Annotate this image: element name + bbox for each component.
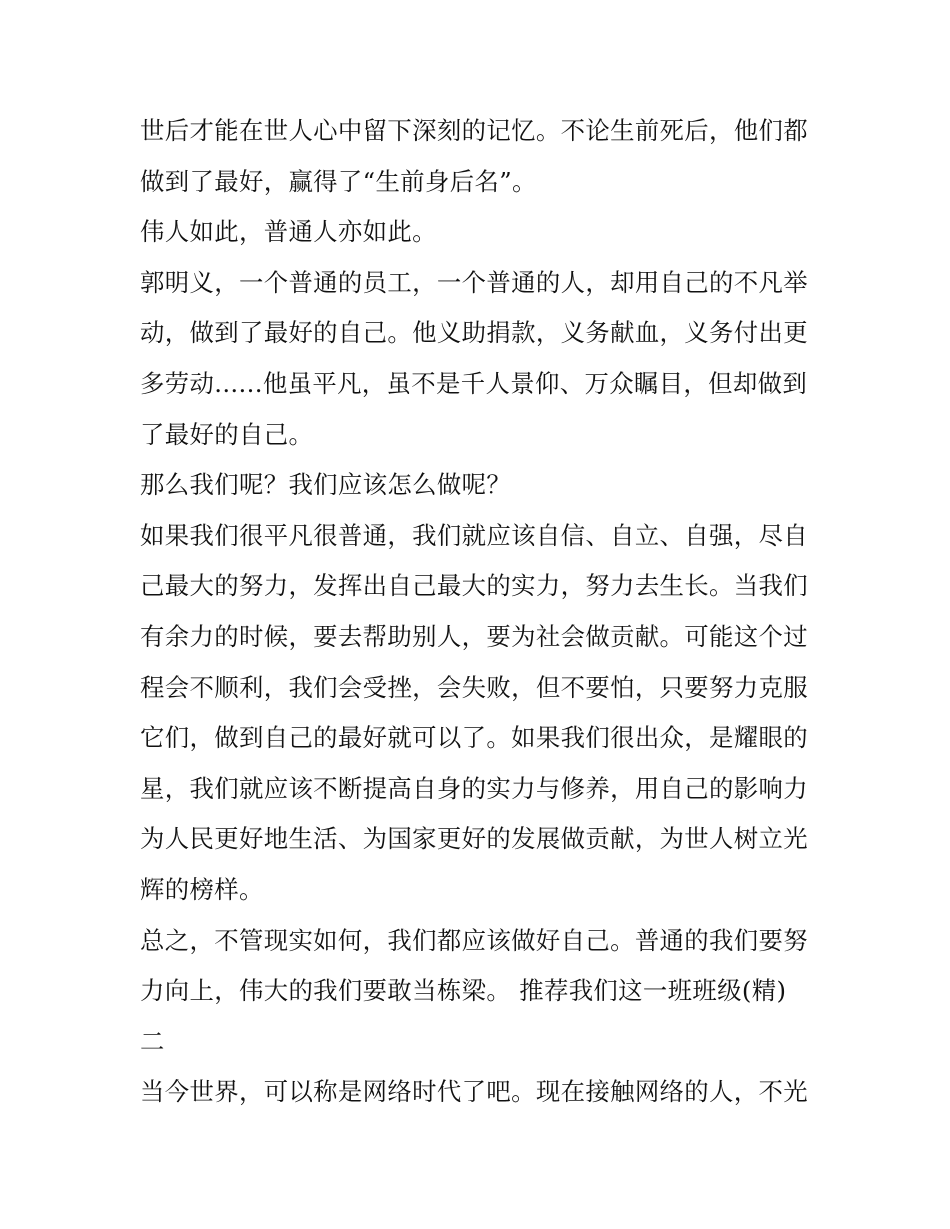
text-line: 力向上，伟大的我们要敢当栋梁。 推荐我们这一班班级(精) (140, 976, 787, 1006)
text-line: 做到了最好，赢得了“生前身后名”。 (140, 166, 537, 196)
text-line: 世后才能在世人心中留下深刻的记忆。不论生前死后，他们都 (140, 116, 808, 145)
text-line: 那么我们呢？我们应该怎么做呢？ (140, 470, 512, 500)
text-line: 它们，做到自己的最好就可以了。如果我们很出众，是耀眼的 (140, 723, 808, 753)
text-line: 辉的榜样。 (140, 874, 264, 904)
text-line: 星，我们就应该不断提高自身的实力与修养，用自己的影响力 (140, 773, 808, 803)
text-line: 当今世界，可以称是网络时代了吧。现在接触网络的人，不光 (140, 1077, 808, 1107)
text-line: 己最大的努力，发挥出自己最大的实力，努力去生长。当我们 (140, 571, 808, 601)
text-line: 了最好的自己。 (140, 419, 314, 449)
text-line: 二 (140, 1026, 165, 1056)
text-line: 总之，不管现实如何，我们都应该做好自己。普通的我们要努 (140, 925, 808, 955)
document-body-text (140, 106, 820, 1118)
text-line: 有余力的时候，要去帮助别人，要为社会做贡献。可能这个过 (140, 621, 808, 651)
text-line: 如果我们很平凡很普通，我们就应该自信、自立、自强，尽自 (140, 520, 808, 550)
text-line: 伟人如此，普通人亦如此。 (140, 217, 437, 247)
text-line: 为人民更好地生活、为国家更好的发展做贡献，为世人树立光 (140, 824, 808, 854)
text-line: 多劳动......他虽平凡，虽不是千人景仰、万众瞩目，但却做到 (140, 368, 808, 398)
text-line: 郭明义，一个普通的员工，一个普通的人，却用自己的不凡举 (140, 267, 808, 297)
text-line: 动，做到了最好的自己。他义助捐款，义务献血，义务付出更 (140, 318, 808, 348)
text-line: 程会不顺利，我们会受挫，会失败，但不要怕，只要努力克服 (140, 672, 808, 702)
